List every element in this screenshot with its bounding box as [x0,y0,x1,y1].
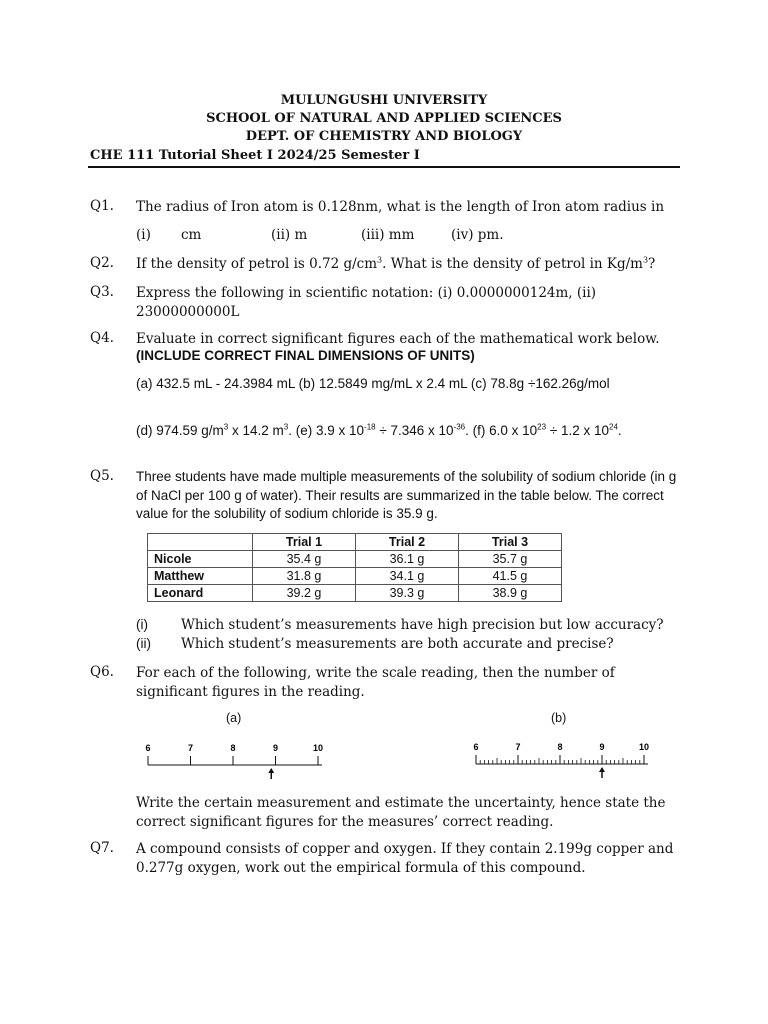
q6-number: Q6. [90,664,114,680]
solubility-table [147,533,562,602]
q4-instruction: (INCLUDE CORRECT FINAL DIMENSIONS OF UNITS) [136,348,475,363]
table-cell: 39.3 g [356,585,459,602]
q3-number: Q3. [90,284,114,300]
table-header-row [148,534,562,551]
scale-b-label: (b) [551,711,567,725]
table-cell: 39.2 g [253,585,356,602]
scale-b-marks [473,742,649,778]
table-cell: 38.9 g [459,585,562,602]
q5-sub-i-text: Which student’s measurements have high precision but low accuracy? [181,617,664,633]
scale-a [140,740,340,784]
q1-option-iii: (iii) mm [361,227,415,243]
q5-sub-ii-number: (ii) [136,636,151,651]
scale-tick-label: 7 [515,742,521,752]
scale-tick-label: 6 [473,742,479,752]
q3-text: Express the following in scientific notation: (i) 0.0000000124m, (ii) 23000000000L [136,285,597,320]
q1-option-i: (i) [136,227,151,243]
university-title: MULUNGUSHI UNIVERSITY [280,93,488,108]
q6-text: For each of the following, write the scale reading, then the number of significant figures in the reading. [136,665,615,700]
header-rule [88,166,680,168]
q5-text: Three students have made multiple measurements of the solubility of sodium chloride (in g of NaCl per 100 g of water). Their results are summarized in the table below. The correct value for the solubility of sodium chloride is 35.9 g. [136,469,677,521]
q5-sub-ii-text: Which student’s measurements are both accurate and precise? [181,636,614,652]
scale-tick-label: 10 [312,743,324,753]
q1-option-cm: cm [181,227,202,243]
table-cell: 41.5 g [459,568,562,585]
scale-tick-label: 9 [272,743,279,753]
scale-a-marks [145,743,323,779]
table-header-cell: Trial 1 [253,534,356,551]
table-cell: 35.4 g [253,551,356,568]
table-header-cell [148,534,253,551]
q4-number: Q4. [90,330,114,346]
q6-followup-text: Write the certain measurement and estimate the uncertainty, hence state the correct significant figures for the measures’ correct reading. [136,795,666,830]
q5-number: Q5. [90,468,114,484]
q4-parts-abc: (a) 432.5 mL - 24.3984 mL (b) 12.5849 mg/mL x 2.4 mL (c) 78.8g ÷162.26g/mol [136,376,610,391]
school-title: SCHOOL OF NATURAL AND APPLIED SCIENCES [206,111,562,126]
course-title: CHE 111 Tutorial Sheet I 2024/25 Semester I [90,148,420,163]
q2-text: If the density of petrol is 0.72 $g/cm^3$. What is the density of petrol in $Kg/m^3$? [136,255,656,272]
scale-tick-label: 7 [187,743,194,753]
dept-title: DEPT. OF CHEMISTRY AND BIOLOGY [245,129,523,144]
q1-option-ii: (ii) m [271,227,308,243]
table-row [148,568,562,585]
table-row [148,585,562,602]
student-name: Leonard [148,585,253,602]
q7-text: A compound consists of copper and oxygen. If they contain 2.199g copper and 0.277g oxygen, work out the empirical formula of this compound. [136,841,674,876]
q4-parts-def: (d) 974.59 $g/m^3$ x 14.2 $m^3$. (e) 3.9 x $10^{-18} \div 7.346$ x $10^{-36}$. (f) 6.0 x $10^{23} \div 1.2$ x $10^{24}$. [136,422,622,438]
table-cell: 31.8 g [253,568,356,585]
q1-option-iv: (iv) pm. [451,227,504,243]
table-header-cell: Trial 3 [459,534,562,551]
table-cell: 35.7 g [459,551,562,568]
scale-tick-label: 9 [599,742,605,752]
scale-tick-label: 8 [557,742,563,752]
scale-b [468,738,658,782]
q4-text: Evaluate in correct significant figures each of the mathematical work below. [136,331,660,347]
q1-text: The radius of Iron atom is 0.128nm, what is the length of Iron atom radius in [136,199,665,215]
table-cell: 36.1 g [356,551,459,568]
scale-tick-label: 8 [230,743,236,753]
reading-arrow-head [599,767,605,772]
table-row [148,551,562,568]
q7-number: Q7. [90,840,114,856]
scale-a-label: (a) [226,711,242,725]
student-name: Matthew [148,568,253,585]
q1-number: Q1. [90,198,114,214]
reading-arrow-head [268,768,274,773]
scale-tick-label: 6 [145,743,151,753]
q5-sub-i-number: (i) [136,617,148,632]
student-name: Nicole [148,551,253,568]
q2-number: Q2. [90,255,114,271]
scale-tick-label: 10 [638,742,650,752]
table-header-cell: Trial 2 [356,534,459,551]
table-cell: 34.1 g [356,568,459,585]
